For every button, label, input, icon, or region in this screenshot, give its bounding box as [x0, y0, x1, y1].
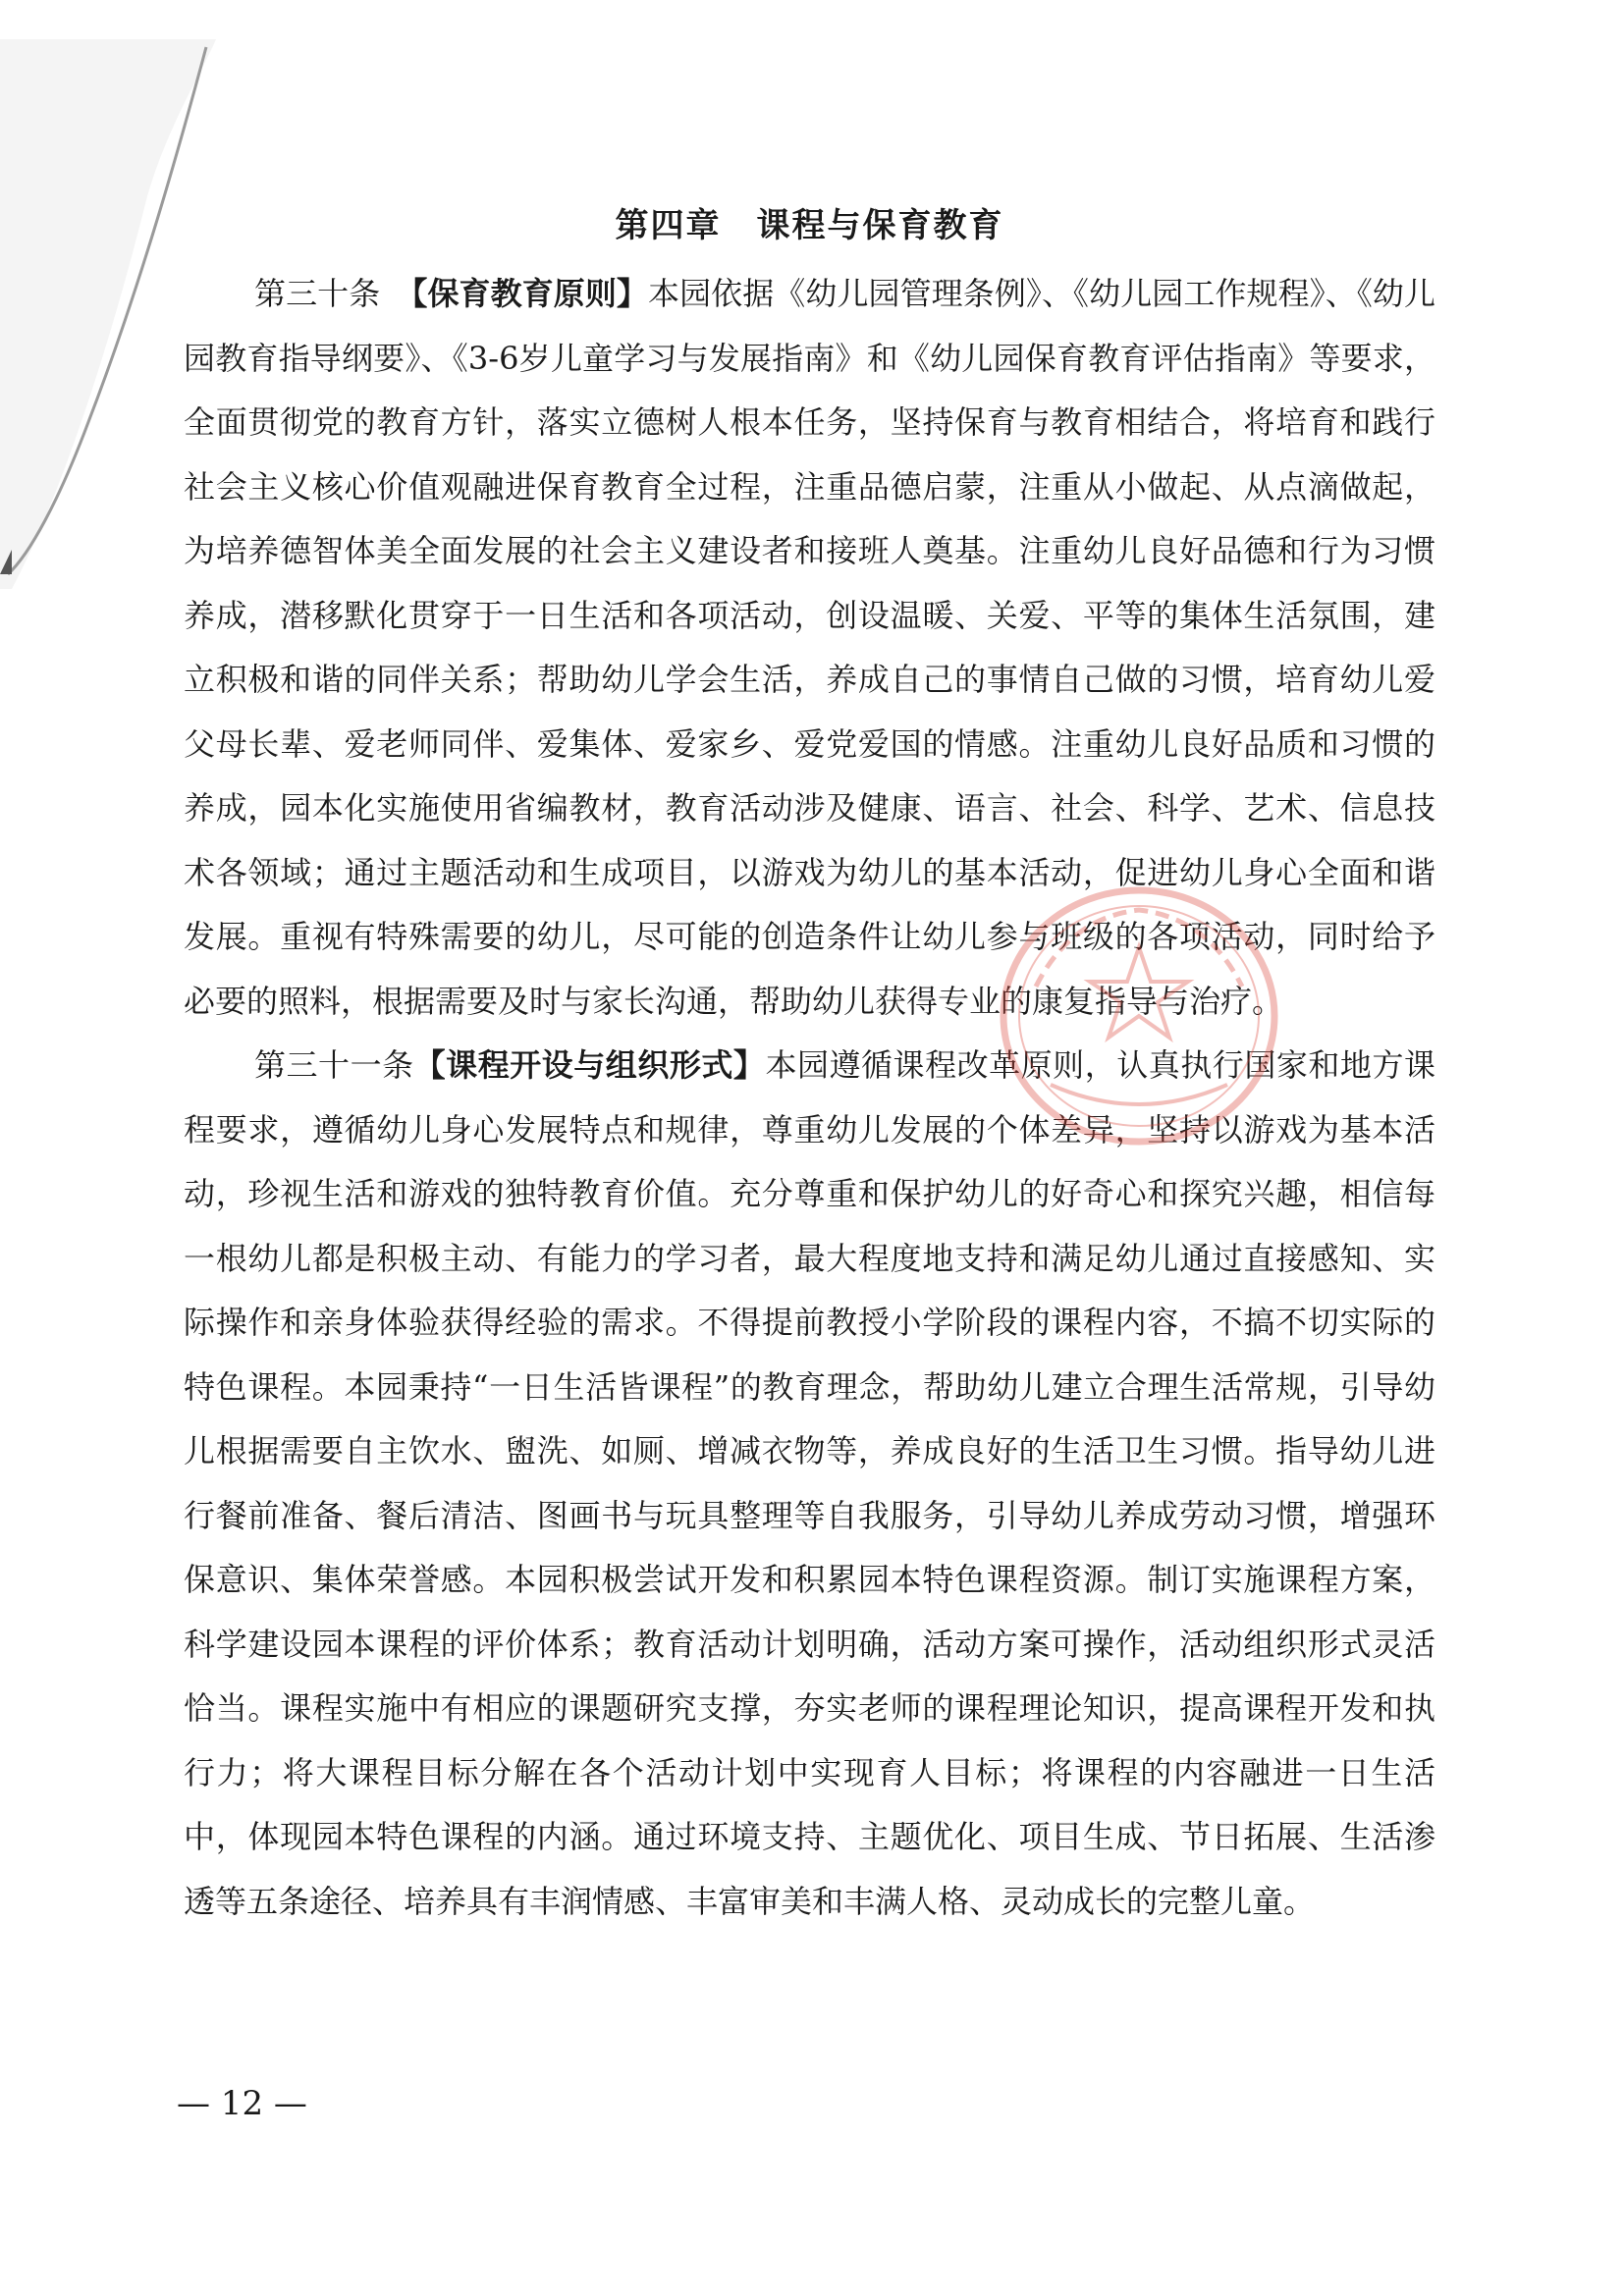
article-heading: 【课程开设与组织形式】 — [413, 1046, 766, 1084]
article-heading: 【保育教育原则】 — [411, 275, 648, 312]
article-30 — [184, 262, 1435, 1034]
article-31 — [184, 1034, 1435, 1934]
article-number: 第三十一条 — [254, 1046, 414, 1084]
page-number: — 12 — — [177, 2084, 307, 2123]
document-body — [184, 201, 1435, 1934]
article-number: 第三十条 — [254, 275, 412, 312]
chapter-title: 第四章 课程与保育教育 — [615, 206, 1004, 245]
article-body: 本园依据《幼儿园管理条例》、《幼儿园工作规程》、《幼儿园教育指导纲要》、《3-6岁儿童学习与发展指南》和《幼儿园保育教育评估指南》等要求，全面贯彻党的教育方针，落实立德树人根本任务，坚持保育与教育相结合，将培育和践行社会主义核心价值观融进保育教育全过程，注重品德启蒙，注重从小做起、从点滴做起，为培养德智体美全面发展的社会主义建设者和接班人奠基。注重幼儿良好品德和行为习惯养成，潜移默化贯穿于一日生活和各项活动，创设温暖、关爱、平等的集体生活氛围，建立积极和谐的同伴关系；帮助幼儿学会生活，养成自己的事情自己做的习惯，培育幼儿爱父母长辈、爱老师同伴、爱集体、爱家乡、爱党爱国的情感。注重幼儿良好品质和习惯的养成，园本化实施使用省编教材，教育活动涉及健康、语言、社会、科学、艺术、信息技术各领域；通过主题活动和生成项目，以游戏为幼儿的基本活动，促进幼儿身心全面和谐发展。重视有特殊需要的幼儿，尽可能的创造条件让幼儿参与班级的各项活动，同时给予必要的照料，根据需要及时与家长沟通，帮助幼儿获得专业的康复指导与治疗。 — [184, 275, 1435, 1020]
article-body: 本园遵循课程改革原则，认真执行国家和地方课程要求，遵循幼儿身心发展特点和规律，尊重幼儿发展的个体差异，坚持以游戏为基本活动，珍视生活和游戏的独特教育价值。充分尊重和保护幼儿的好奇心和探究兴趣，相信每一根幼儿都是积极主动、有能力的学习者，最大程度地支持和满足幼儿通过直接感知、实际操作和亲身体验获得经验的需求。不得提前教授小学阶段的课程内容，不搞不切实际的特色课程。本园秉持“一日生活皆课程”的教育理念，帮助幼儿建立合理生活常规，引导幼儿根据需要自主饮水、盥洗、如厕、增减衣物等，养成良好的生活卫生习惯。指导幼儿进行餐前准备、餐后清洁、图画书与玩具整理等自我服务，引导幼儿养成劳动习惯，增强环保意识、集体荣誉感。本园积极尝试开发和积累园本特色课程资源。制订实施课程方案，科学建设园本课程的评价体系；教育活动计划明确，活动方案可操作，活动组织形式灵活恰当。课程实施中有相应的课题研究支撑，夯实老师的课程理论知识，提高课程开发和执行力；将大课程目标分解在各个活动计划中实现育人目标；将课程的内容融进一日生活中，体现园本特色课程的内涵。通过环境支持、主题优化、项目生成、节日拓展、生活渗透等五条途径、培养具有丰润情感、丰富审美和丰满人格、灵动成长的完整儿童。 — [184, 1046, 1435, 1920]
